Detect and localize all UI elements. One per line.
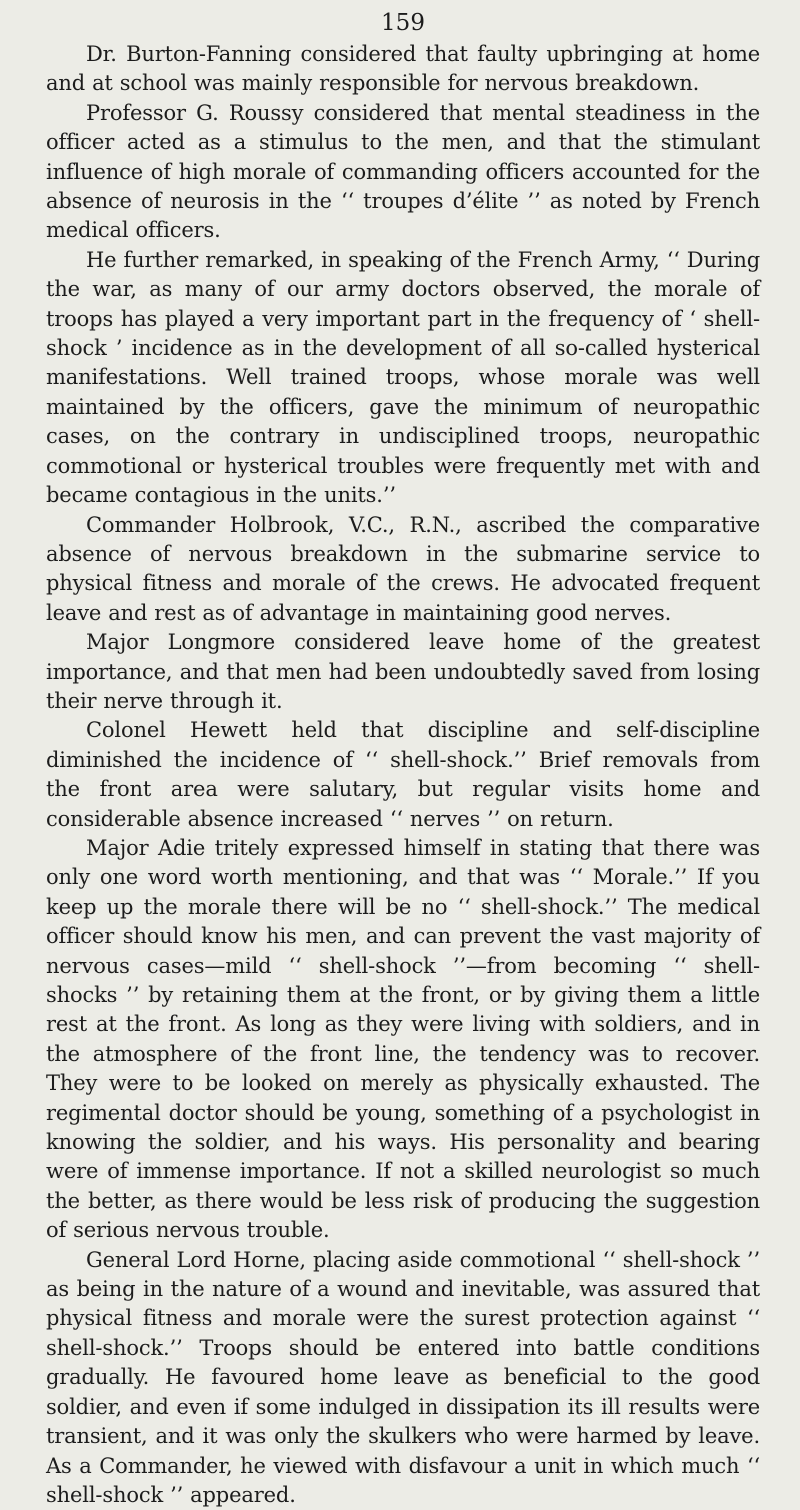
paragraph-adie: Major Adie tritely expressed himself in stating that there was only one word worth mentioning, and that was ‘‘ Morale.’’ If you keep up the morale there will be no ‘‘ shell-shock.’’ The medical officer should know his men, and can prevent the vast majority of nervous cases—mild ‘‘ shell-shock ’’—from becoming ‘‘ shell-shocks ’’ by retaining them at the front, or by giving them a little rest at the front. As long as they were living with soldiers, and in the atmosphere of the front line, the tendency was to recover. They were to be looked on merely as physically exhausted. The regimental doctor should be young, something of a psychologist in knowing the soldier, and his ways. His personality and bearing were of immense importance. If not a skilled neurologist so much the better, as there would be less risk of producing the suggestion of serious nervous trouble. — [46, 835, 760, 1243]
paragraph-roussy: Professor G. Roussy considered that mental steadiness in the officer acted as a stimulus to the men, and that the stimulant influence of high morale of commanding officers accounted for the absence of neurosis in the ‘‘ troupes d’élite ’’ as noted by French medical officers. — [46, 100, 760, 243]
paragraph-holbrook: Commander Holbrook, V.C., R.N., ascribed the comparative absence of nervous breakdown in the submarine service to physical fitness and morale of the crews. He advocated frequent leave and rest as of advantage in maintaining good nerves. — [46, 512, 760, 625]
paragraph-horne: General Lord Horne, placing aside commotional ‘‘ shell-shock ’’ as being in the nature of a wound and inevitable, was assured that physical fitness and morale were the surest protection against ‘‘ shell-shock.’’ Troops should be entered into battle conditions gradually. He favoured home leave as beneficial to the good soldier, and even if some indulged in dissipation its ill results were transient, and it was only the skulkers who were harmed by leave. As a Commander, he viewed with disfavour a unit in which much ‘‘ shell-shock ’’ appeared. — [46, 1247, 760, 1507]
paragraph-hewett: Colonel Hewett held that discipline and self-discipline diminished the incidence of ‘‘ shell-shock.’’ Brief removals from the front area were salutary, but regular visits home and considerable absence increased ‘‘ nerves ’’ on return. — [46, 718, 760, 831]
page-number: 159 — [381, 10, 425, 36]
paragraph-longmore: Major Longmore considered leave home of the greatest importance, and that men had been undoubtedly saved from losing their nerve through it. — [46, 630, 760, 713]
paragraph-french-army-quote: He further remarked, in speaking of the French Army, ‘‘ During the war, as many of our army doctors observed, the morale of troops has played a very important part in the frequency of ‘ shell-shock ’ incidence as in the development of all so-called hysterical manifestations. Well trained troops, whose morale was well maintained by the officers, gave the minimum of neuropathic cases, on the contrary in undisciplined troops, neuropathic commotional or hysterical troubles were frequently met with and became contagious in the units.’’ — [46, 247, 760, 508]
paragraph-burton-fanning: Dr. Burton-Fanning considered that faulty upbringing at home and at school was mainly responsible for nervous breakdown. — [46, 42, 760, 96]
